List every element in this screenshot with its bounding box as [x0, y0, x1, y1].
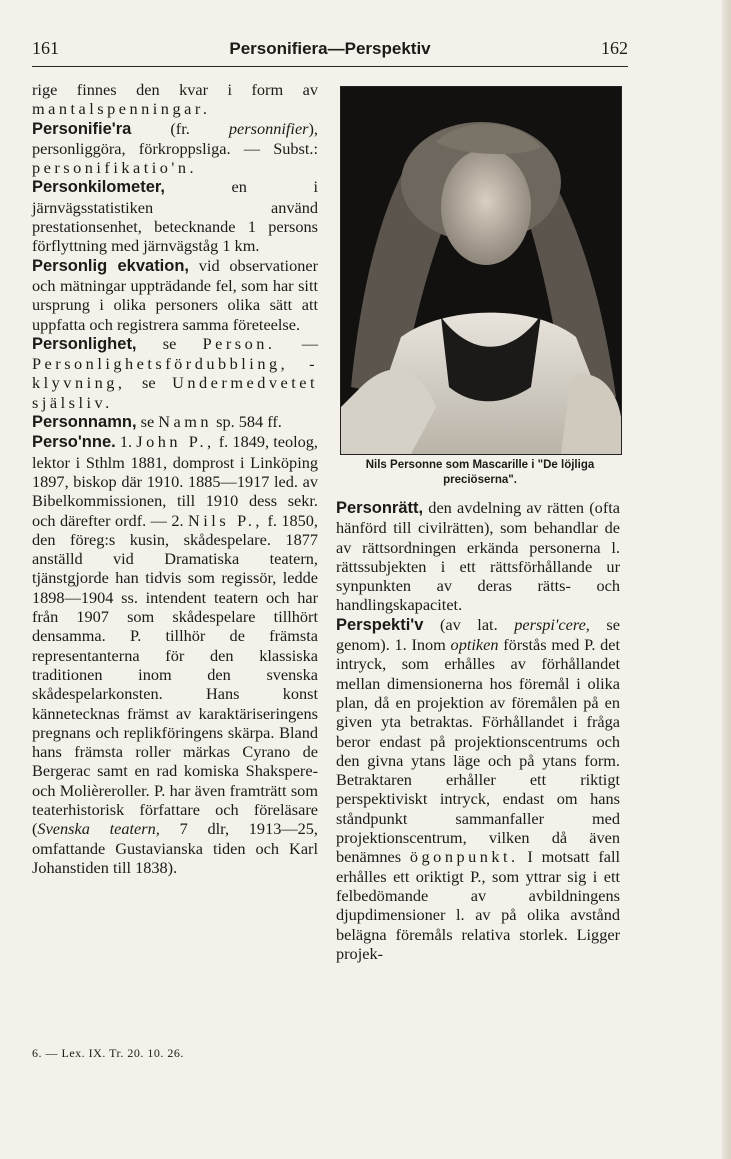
entry-headword: Perspekti'v: [336, 615, 424, 634]
entry-text: rige finnes den kvar i form av: [32, 80, 318, 99]
entry-text: Nils P.,: [188, 510, 263, 530]
entry-headword: Personkilometer,: [32, 178, 165, 197]
entry-text: f. 1850, den föreg:s kusin, skådespelare. 1877 anställd vid Dramatiska teatern, tjänstgjorde han tidvis som regissör, ledde 1898—1904 ss. intendent teatern och har från 1907 som skådespelare tillhört densamma. P. tillhör de främsta representanterna för den klassiska traditionen inom den svenska skådespelarkonsten. Hans konst kännetecknas främst av karaktäriseringens pregnans och replikföringens skärpa. Bland hans främsta roller märkas Cyrano de Bergerac samt en rad komiska Shakspere- och Molièreroller. P. har även framträtt som teaterhistorisk författare och föreläsare (: [32, 510, 319, 839]
portrait-photograph: [340, 86, 622, 455]
dictionary-entry: [336, 498, 620, 615]
entry-text: se: [125, 373, 173, 393]
entry-text: förstås med P. det intryck, som erhålles av förhållandet mellan dimensionerna hos föremål i olika plan, då en projektion av föremålen på en given yta betraktas. Förhållandet i fråga beror endast på projektionscentrums och den givna ytans läge och på ytans form. Betraktaren erhåller ett riktigt perspektiviskt intryck, endast om hans ståndpunkt sammanfaller med projektionscentrum, vilken då även benämnes: [336, 635, 620, 867]
entry-text: (fr.: [131, 118, 229, 138]
dictionary-entry: [336, 615, 620, 963]
scan-edge: [722, 0, 731, 1159]
entry-headword: Personifie'ra: [32, 119, 132, 138]
entry-text: Undermedvetet själsliv.: [32, 373, 318, 412]
entry-text: John P.,: [136, 432, 215, 452]
entry-text: Namn: [158, 412, 213, 432]
entry-text: en i järnvägsstatistiken använd prestationsenhet, betecknande 1 persons förflyttning med järnvägståg 1 km.: [32, 177, 318, 256]
dictionary-entry: [32, 119, 318, 178]
entry-text: Svenska teatern,: [37, 819, 160, 839]
entry-headword: Personlighet,: [32, 334, 137, 353]
entry-text: ), personliggöra, förkroppsliga. — Subst.:: [32, 118, 318, 158]
right-page-number: 162: [600, 38, 628, 58]
entry-text: se genom). 1. Inom: [336, 614, 620, 655]
entry-text: perspi'cere,: [514, 614, 590, 634]
printer-signature: 6. — Lex. IX. Tr. 20. 10. 26.: [32, 1046, 184, 1060]
dictionary-entry: [32, 256, 318, 334]
entry-text: vid observationer och mätningar uppträdande fel, som har sitt ursprung i olika personers olika sätt att uppfatta och registrera samma företeelse.: [32, 255, 318, 334]
left-text-column: [32, 80, 318, 877]
entry-text: —: [275, 333, 318, 353]
entry-text: personifikatio'n.: [32, 158, 198, 178]
entry-headword: Perso'nne.: [32, 433, 116, 452]
right-text-column: [336, 498, 620, 963]
entry-text: optiken: [450, 635, 499, 655]
header-rule: [32, 66, 628, 67]
entry-text: ögonpunkt.: [409, 847, 519, 867]
entry-text: 7 dlr, 1913—25, omfattande Gustavianska tiden och Karl Johanstiden till 1838).: [32, 819, 318, 877]
portrait-image: [341, 87, 621, 454]
entry-text: 1.: [115, 432, 137, 452]
dictionary-entry: [32, 80, 318, 119]
left-page-number: 161: [32, 38, 59, 58]
running-title: Personifiera—Perspektiv: [229, 39, 431, 58]
entry-text: I motsatt fall erhålles ett oriktigt P., som yttrar sig i ett felbedömande av avbildningens djupdimensioner l. av på olika avstånd belägna föremåls relativa storlek. Ligger projek-: [336, 847, 621, 963]
dictionary-entry: [32, 412, 318, 432]
entry-text: den avdelning av rätten (ofta hänförd till civilrätten), som behandlar de av rättsordningen erkända personerna l. rättssubjekten i ett rättsförhållande ur synpunkten av deras rätts- och handlingskapacitet.: [336, 498, 620, 615]
running-header: [32, 38, 628, 64]
entry-text: f. 1849, teolog, lektor i Sthlm 1881, domprost i Linköping 1897, biskop där 1910. 1885—1917 led. av Bibelkommissionen, till 1910 dess sekr. och därefter ordf. — 2.: [32, 432, 318, 530]
entry-text: Person.: [202, 333, 276, 353]
entry-text: sp. 584 ff.: [212, 412, 282, 432]
entry-text: Personlighetsfördubbling, -klyvning,: [32, 354, 318, 393]
entry-headword: Personrätt,: [336, 499, 424, 517]
entry-headword: Personnamn,: [32, 413, 137, 432]
photo-caption: Nils Personne som Mascarille i "De löjliga preciöserna".: [365, 459, 595, 486]
entry-headword: Personlig ekvation,: [32, 256, 190, 275]
dictionary-entry: [32, 177, 318, 255]
dictionary-entry: [32, 334, 318, 412]
entry-text: se: [136, 333, 203, 353]
entry-text: se: [136, 412, 159, 432]
entry-text: personnifier: [228, 118, 309, 138]
entry-text: (av lat.: [423, 614, 515, 634]
dictionary-entry: [32, 432, 318, 877]
entry-text: mantalspenningar.: [32, 99, 211, 119]
